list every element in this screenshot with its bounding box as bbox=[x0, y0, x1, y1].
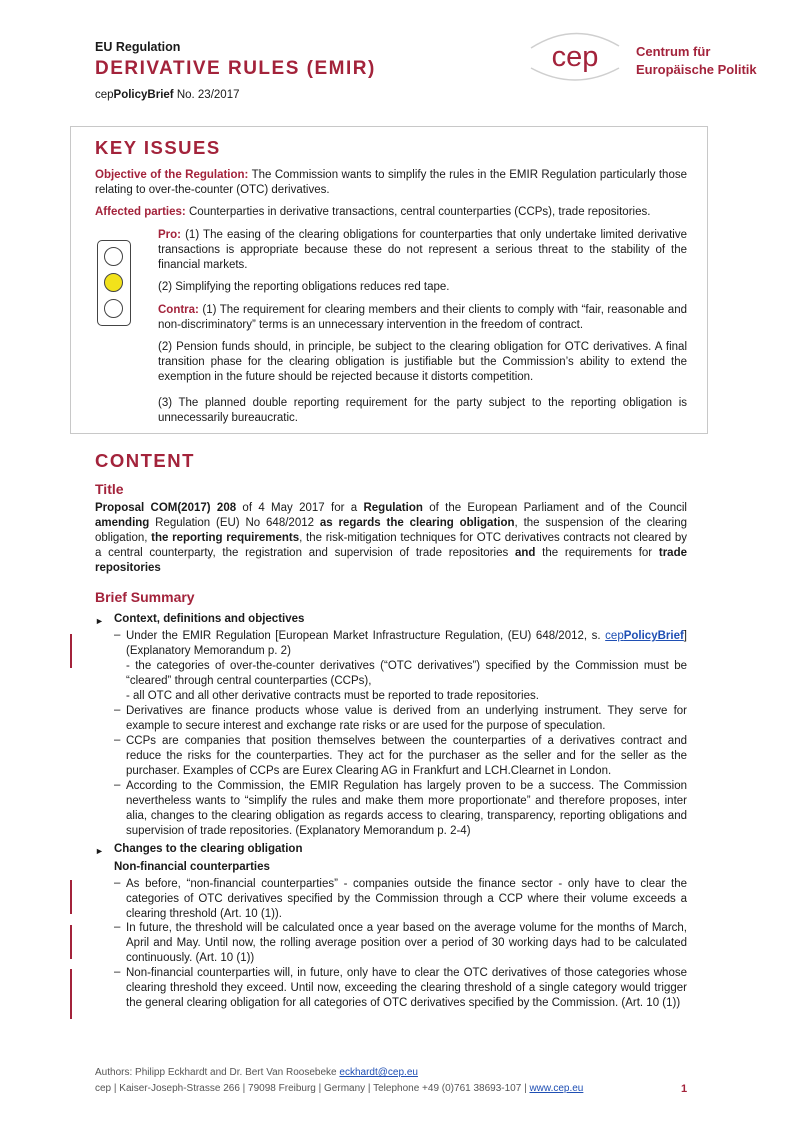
s2-item-3: Non-financial counterparties will, in future, only have to clear the OTC derivatives of those categories whose clearing threshold they exceed. Until now, exceeding the clearing threshold of a single category would trigger the general clearing obligation for all categories of OTC derivatives specified by the Commission. (Art. 10 (1)) bbox=[126, 967, 687, 1009]
policybrief-link[interactable]: cepPolicyBrief bbox=[605, 630, 684, 642]
title-heading: Title bbox=[95, 481, 124, 497]
dash-bullet: – bbox=[114, 779, 121, 791]
traffic-light-middle-yellow bbox=[104, 273, 123, 292]
affected-parties-paragraph: Affected parties: Counterparties in derivative transactions, central counterparties (CCPs), trade repositories. bbox=[95, 206, 651, 218]
address-line: cep | Kaiser-Joseph-Strasse 266 | 79098 Freiburg | Germany | Telephone +49 (0)761 38693-107 | www.cep.eu bbox=[95, 1083, 584, 1094]
dash-bullet: – bbox=[114, 734, 121, 746]
cep-logo bbox=[525, 28, 625, 84]
title-paragraph: Proposal COM(2017) 208 of 4 May 2017 for a Regulation of the European Parliament and of the Council amending Regulation (EU) No 648/2012 as regards the clearing obligation, the suspension of the clearing obligation, the reporting requirements, the risk-mitigation techniques for OTC derivatives contracts not cleared by a central counterparty, the registration and supervision of trade repositories and the requirements for trade repositories bbox=[95, 502, 688, 574]
s1-sub-2: - all OTC and all other derivative contracts must be reported to trade repositories. bbox=[126, 690, 539, 702]
s1-item-2: Derivatives are finance products whose value is derived from an underlying instrument. They serve for example to secure interest and exchange rate risks or are used for the purpose of speculation. bbox=[126, 705, 687, 732]
s2-item-1: As before, “non-financial counterparties” - companies outside the finance sector - only have to clear the categories of OTC derivatives specified by the Commission through a CCP where their volume exceeds a clearing threshold (Art. 10 (1)). bbox=[126, 878, 687, 920]
s1-item-4: According to the Commission, the EMIR Regulation has largely proven to be a success. The Commission nevertheless wants to “simplify the rules and make them more proportionate” and therefore proposes, inter alia, changes to the clearing obligation as regards access to clearing, transparency, reporting obligations and supervision of trade repositories. (Explanatory Memorandum p. 2-4) bbox=[126, 780, 687, 837]
pro-1: Pro: (1) The easing of the clearing obligations for counterparties that only undertake limited derivative transactions is appropriate because these do not represent a serious threat to the stability of the financial markets. bbox=[158, 229, 687, 271]
content-heading: CONTENT bbox=[95, 450, 195, 471]
page-number: 1 bbox=[681, 1083, 688, 1095]
dash-bullet: – bbox=[114, 704, 121, 716]
key-issues-heading: KEY ISSUES bbox=[95, 137, 221, 158]
s2-item-2: In future, the threshold will be calculated once a year based on the average volume for the months of March, April and May. Until now, the rolling average position over a period of 30 working days had to be calculated continuously. (Art. 10 (1)) bbox=[126, 922, 687, 964]
document-title: DERIVATIVE RULES (EMIR) bbox=[95, 58, 376, 79]
pro-2: (2) Simplifying the reporting obligations reduces red tape. bbox=[158, 281, 450, 293]
section-clearing-heading: Changes to the clearing obligation bbox=[114, 843, 303, 855]
traffic-light-bottom bbox=[104, 299, 123, 318]
contra-1: Contra: (1) The requirement for clearing members and their clients to comply with “fair, reasonable and non-discriminatory” terms is an unnecessary intervention in the freedom of contract. bbox=[158, 304, 687, 331]
s1-item-3: CCPs are companies that position themselves between the counterparties of a derivatives contract and reduce the risks for the counterparties. They act for the purchaser as the seller and for the seller as the purchaser. Examples of CCPs are Eurex Clearing AG in Frankfurt and LCH.Clearnet in London. bbox=[126, 735, 687, 777]
s1-sub-1: - the categories of over-the-counter derivatives (“OTC derivatives”) specified by the Commission must be “cleared” through central counterparties (CCPs), bbox=[126, 660, 687, 687]
s1-item-1: Under the EMIR Regulation [European Market Infrastructure Regulation, (EU) 648/2012, s. cepPolicyBrief] (Explanatory Memorandum p. 2) bbox=[126, 630, 687, 657]
triangle-bullet-icon: ► bbox=[95, 616, 104, 626]
authors-line: Authors: Philipp Eckhardt and Dr. Bert Van Roosebeke eckhardt@cep.eu bbox=[95, 1067, 418, 1078]
dash-bullet: – bbox=[114, 921, 121, 933]
triangle-bullet-icon: ► bbox=[95, 846, 104, 856]
change-marker bbox=[70, 969, 72, 1019]
website-link[interactable]: www.cep.eu bbox=[529, 1083, 584, 1094]
brief-number: cepPolicyBrief No. 23/2017 bbox=[95, 89, 240, 101]
traffic-light-icon bbox=[97, 240, 131, 326]
contra-2: (2) Pension funds should, in principle, be subject to the clearing obligation for OTC derivatives. A final transition phase for the clearing obligation is justifiable but the Commission’s ability to extend the exemption in the future should be rejected because it distorts competition. bbox=[158, 341, 687, 383]
section-context-heading: Context, definitions and objectives bbox=[114, 613, 305, 625]
change-marker bbox=[70, 880, 72, 914]
change-marker bbox=[70, 925, 72, 959]
traffic-light-top bbox=[104, 247, 123, 266]
non-financial-heading: Non-financial counterparties bbox=[114, 861, 270, 873]
objective-paragraph: Objective of the Regulation: The Commission wants to simplify the rules in the EMIR Regulation particularly those relating to over-the-counter (OTC) derivatives. bbox=[95, 169, 687, 196]
dash-bullet: – bbox=[114, 629, 121, 641]
document-category: EU Regulation bbox=[95, 40, 181, 54]
contra-3: (3) The planned double reporting requirement for the party subject to the reporting obligation is unnecessarily bureaucratic. bbox=[158, 397, 687, 424]
change-marker bbox=[70, 634, 72, 668]
brief-summary-heading: Brief Summary bbox=[95, 589, 195, 605]
author-email-link[interactable]: eckhardt@cep.eu bbox=[339, 1067, 418, 1078]
dash-bullet: – bbox=[114, 877, 121, 889]
dash-bullet: – bbox=[114, 966, 121, 978]
organisation-name: Centrum für Europäische Politik bbox=[636, 44, 757, 77]
svg-text:cep: cep bbox=[551, 41, 599, 73]
